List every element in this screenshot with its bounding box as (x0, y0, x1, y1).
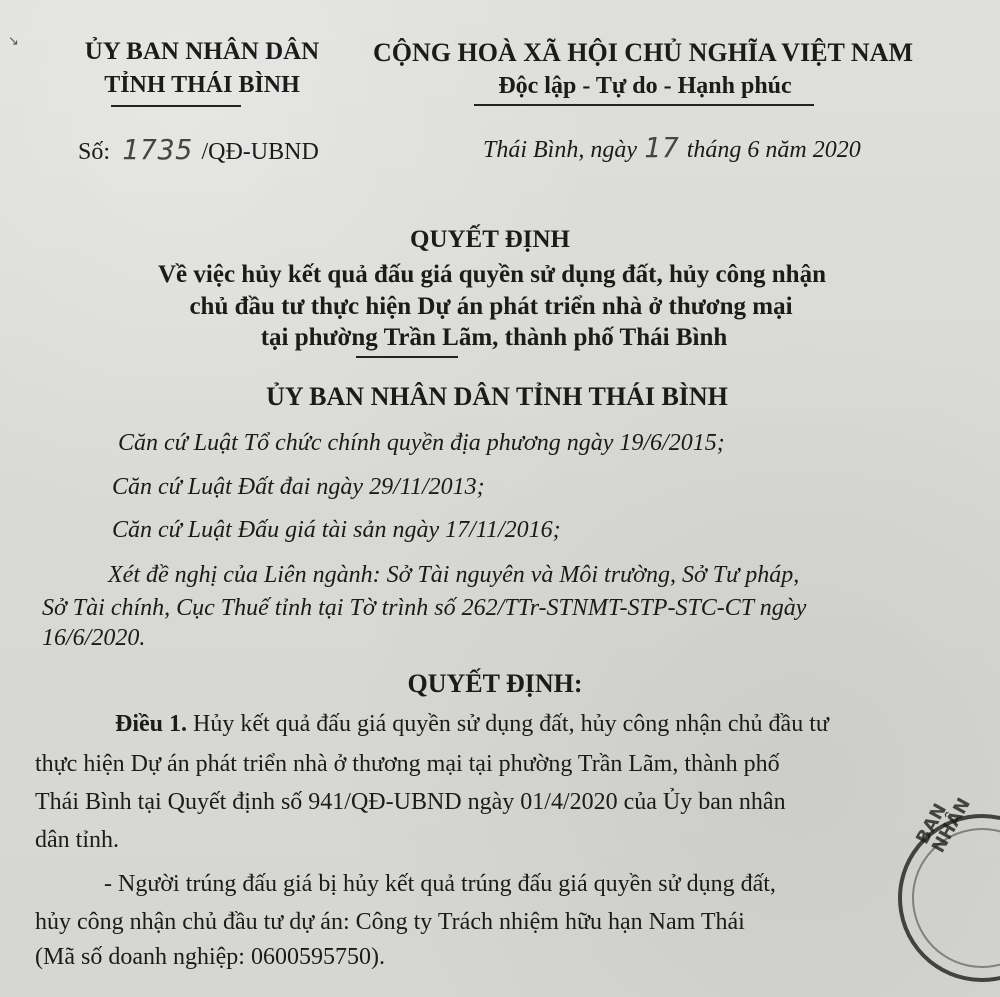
decision-title-line-3: tại phường Trần Lãm, thành phố Thái Bình (260, 324, 728, 351)
decision-title-line-1: Về việc hủy kết quả đấu giá quyền sử dụng đất, hủy công nhận (158, 261, 826, 288)
article-1-line-2: thực hiện Dự án phát triển nhà ở thương mại tại phường Trần Lãm, thành phố (35, 751, 780, 777)
article-1-label: Điều 1. (115, 711, 187, 737)
document-date (483, 131, 861, 164)
header-right-underline (474, 104, 814, 106)
proposal-line-3: 16/6/2020. (42, 625, 146, 651)
base-line-2: Căn cứ Luật Đất đai ngày 29/11/2013; (112, 474, 485, 500)
header-left-underline (111, 105, 241, 107)
bullet-line-2: hủy công nhận chủ đầu tư dự án: Công ty Trách nhiệm hữu hạn Nam Thái (35, 909, 745, 935)
proposal-line-1: Xét đề nghị của Liên ngành: Sở Tài nguyên và Môi trường, Sở Tư pháp, (108, 562, 800, 588)
decision-title-underline (356, 356, 458, 358)
document-date-day: 17 (644, 131, 680, 164)
proposal-line-2: Sở Tài chính, Cục Thuế tỉnh tại Tờ trình số 262/TTr-STNMT-STP-STC-CT ngày (42, 595, 807, 621)
article-1-line-1-text: Hủy kết quả đấu giá quyền sử dụng đất, hủy công nhận chủ đầu tư (193, 711, 829, 737)
article-1-line-1 (115, 712, 829, 736)
document-date-suffix: tháng 6 năm 2020 (686, 137, 861, 163)
decision-title-main: QUYẾT ĐỊNH (410, 226, 570, 253)
header-left-line-2: TỈNH THÁI BÌNH (104, 72, 300, 98)
document-number-suffix: /QĐ-UBND (201, 139, 319, 165)
corner-mark-icon: ↘ (8, 34, 19, 49)
article-1-line-4: dân tỉnh. (35, 827, 119, 853)
decision-heading: QUYẾT ĐỊNH: (407, 669, 583, 698)
decision-title-line-2: chủ đầu tư thực hiện Dự án phát triển nhà ở thương mại (189, 293, 793, 320)
document-number-prefix: Số: (78, 139, 111, 165)
issuer-heading: ỦY BAN NHÂN DÂN TỈNH THÁI BÌNH (266, 382, 728, 411)
base-line-1: Căn cứ Luật Tổ chức chính quyền địa phương ngày 19/6/2015; (118, 430, 725, 456)
document-number (78, 133, 319, 166)
bullet-line-3: (Mã số doanh nghiệp: 0600595750). (35, 944, 385, 970)
article-1-line-3: Thái Bình tại Quyết định số 941/QĐ-UBND ngày 01/4/2020 của Ủy ban nhân (35, 789, 786, 815)
official-seal-icon (882, 794, 1000, 997)
document-number-value: 1735 (122, 133, 194, 166)
seal-text: BAN NHÂN (912, 794, 975, 857)
header-right-line-2: Độc lập - Tự do - Hạnh phúc (498, 73, 792, 99)
header-left-line-1: ỦY BAN NHÂN DÂN (84, 38, 320, 65)
base-line-3: Căn cứ Luật Đấu giá tài sản ngày 17/11/2016; (112, 517, 561, 543)
bullet-line-1: - Người trúng đấu giá bị hủy kết quả trúng đấu giá quyền sử dụng đất, (104, 871, 776, 897)
header-right-line-1: CỘNG HOÀ XÃ HỘI CHỦ NGHĨA VIỆT NAM (372, 38, 914, 67)
document-date-prefix: Thái Bình, ngày (483, 137, 637, 163)
